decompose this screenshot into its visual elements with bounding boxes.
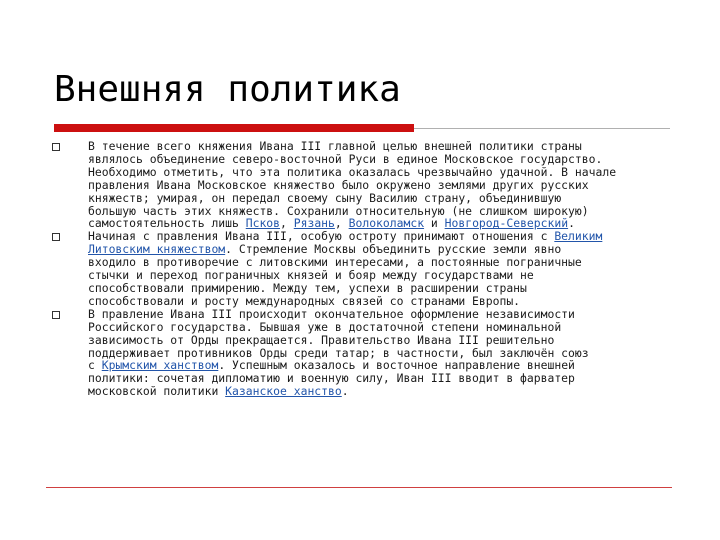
text-segment: Российского государства. Бывшая уже в достаточной степени номинальной	[88, 319, 562, 334]
text-segment: с	[88, 358, 102, 373]
wiki-link[interactable]: Рязань	[293, 216, 335, 231]
text-segment: . Стремление Москвы объединить русские земли явно	[225, 242, 562, 257]
text-segment: самостоятельность лишь	[88, 216, 246, 231]
text-segment: ,	[334, 216, 349, 231]
bullet-item	[52, 230, 672, 307]
wiki-link[interactable]: Псков	[245, 216, 281, 231]
text-segment: В правление Ивана III происходит окончательное оформление независимости	[88, 306, 575, 321]
text-segment: и	[424, 216, 445, 231]
wiki-link[interactable]: Новгород-Северский	[444, 216, 569, 231]
text-segment: .	[568, 216, 575, 231]
text-segment: московской политики	[88, 384, 226, 399]
text-segment: стычки и переход пограничных князей и бояр между государствами не	[88, 268, 534, 283]
text-segment: входило в противоречие с литовскими интересами, а постоянные пограничные	[88, 255, 582, 270]
title-underline-rule	[414, 128, 670, 129]
wiki-link[interactable]: Волоколамск	[348, 216, 425, 231]
text-segment: политики: сочетая дипломатию и военную силу, Иван III вводит в фарватер	[88, 371, 575, 386]
bullet-item	[52, 140, 672, 230]
wiki-link[interactable]: Казанское ханство	[225, 384, 342, 399]
wiki-link[interactable]: Великим	[554, 229, 603, 244]
text-segment: . Успешным оказалось и восточное направление внешней	[218, 358, 575, 373]
text-segment: являлось объединение северо-восточной Руси в единое Московское государство.	[88, 151, 603, 166]
square-bullet-icon	[52, 233, 60, 241]
text-segment: зависимость от Орды прекращается. Правительство Ивана III решительно	[88, 332, 555, 347]
wiki-link[interactable]: Крымским ханством	[101, 358, 219, 373]
text-segment: Необходимо отметить, что эта политика оказалась чрезвычайно удачной. В начале	[88, 164, 617, 179]
text-segment: большую часть этих княжеств. Сохранили относительную (не слишком широкую)	[88, 203, 589, 218]
wiki-link[interactable]: Литовским княжеством	[88, 242, 226, 257]
bullet-item	[52, 308, 672, 398]
text-segment: способствовали примирению. Между тем, успехи в расширении страны	[88, 280, 527, 295]
bullet-text-line	[88, 385, 672, 398]
slide-title: Внешняя политика	[54, 69, 401, 110]
bullet-list	[52, 140, 672, 398]
text-segment: Начиная с правления Ивана III, особую остроту принимают отношения с	[88, 229, 555, 244]
text-segment: .	[341, 384, 349, 399]
footer-rule	[46, 487, 672, 488]
text-segment: княжеств; умирая, он передал своему сыну Василию страну, объединившую	[88, 190, 562, 205]
title-underline-accent	[54, 124, 414, 132]
square-bullet-icon	[52, 311, 60, 319]
text-segment: В течение всего княжения Ивана III главной целью внешней политики страны	[88, 139, 582, 153]
text-segment: поддерживает противников Орды среди татар; в частности, был заключён союз	[88, 345, 589, 360]
square-bullet-icon	[52, 143, 60, 151]
text-segment: ,	[280, 216, 294, 231]
text-segment: способствовали и росту международных связей со странами Европы.	[88, 293, 521, 308]
text-segment: правления Ивана Московское княжество было окружено землями других русских	[88, 177, 589, 192]
